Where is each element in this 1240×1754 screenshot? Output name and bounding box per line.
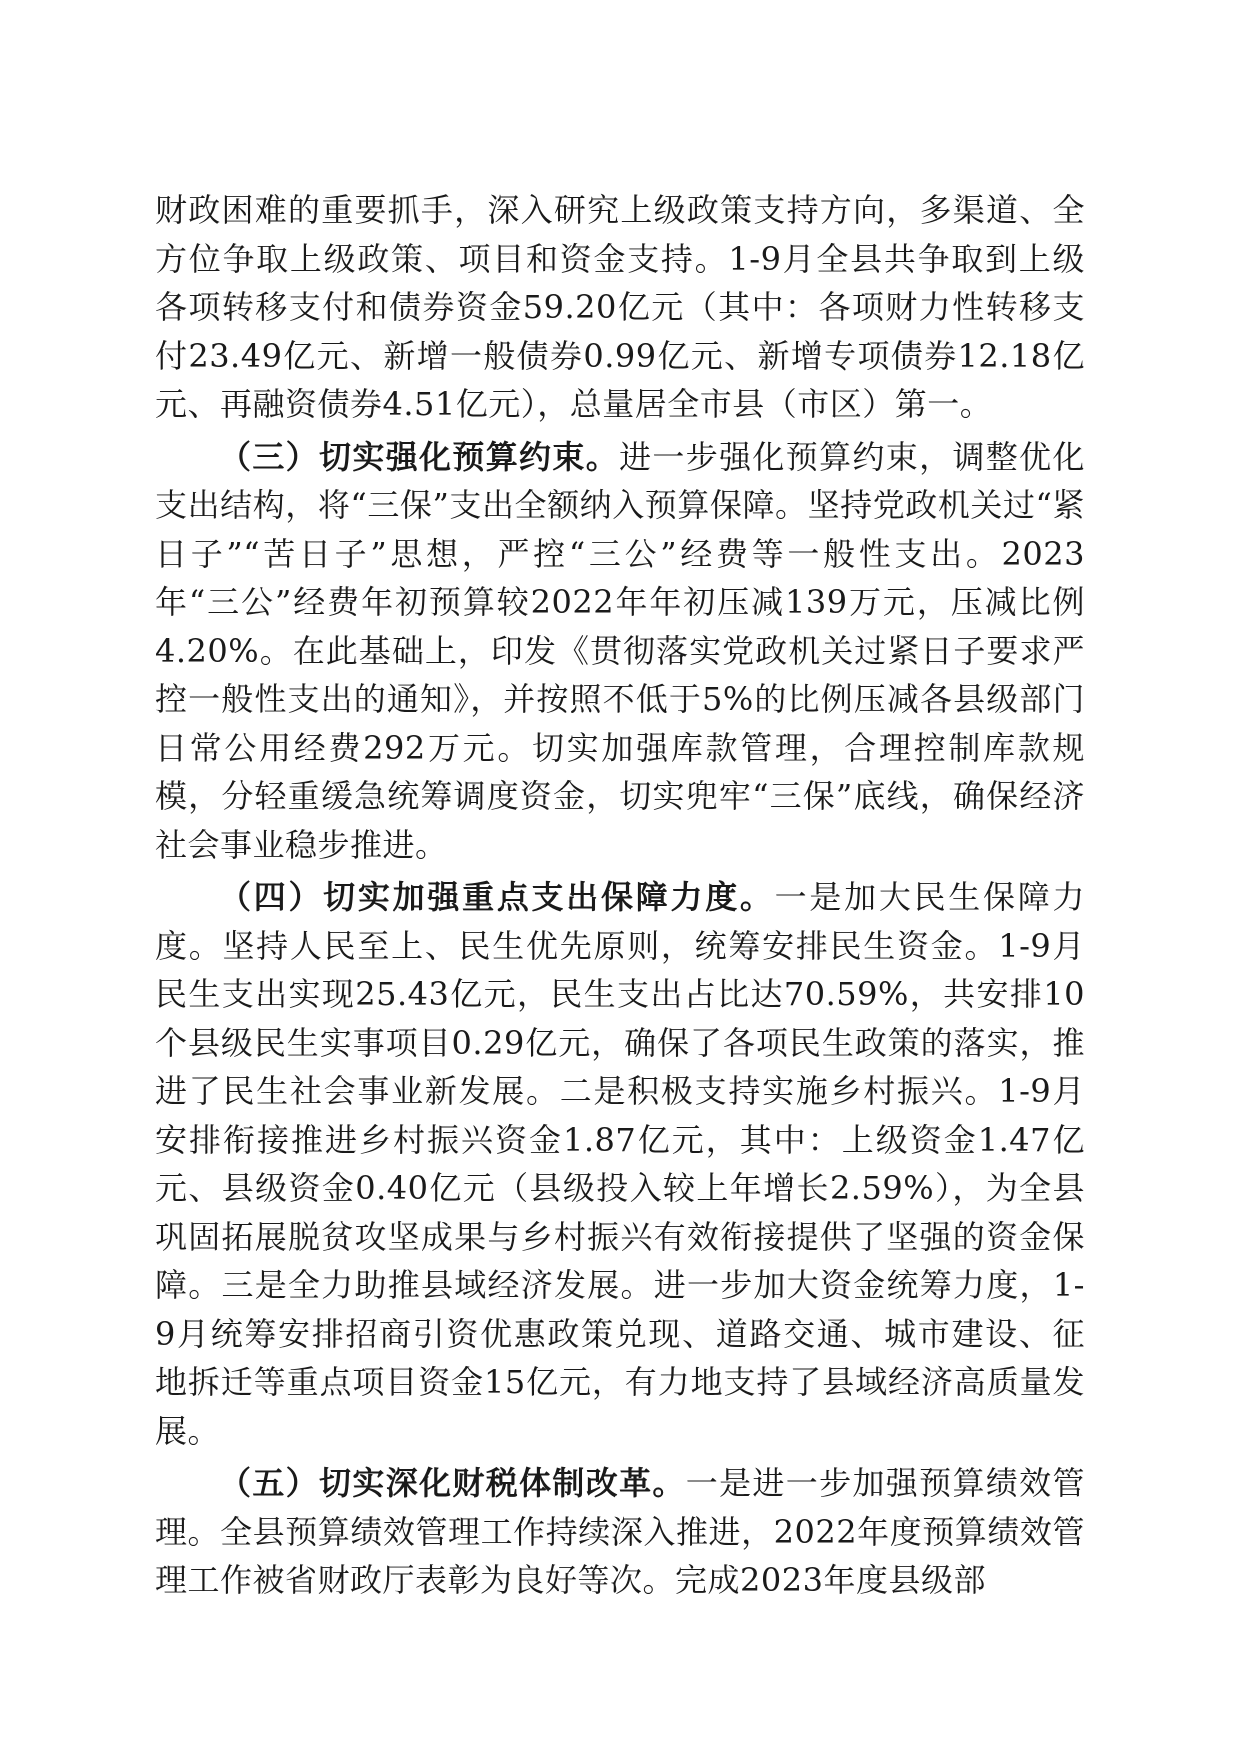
paragraph-section-4 <box>155 873 1085 1455</box>
paragraph-text: 进一步强化预算约束，调整优化支出结构，将“三保”支出全额纳入预算保障。坚持党政机关过“紧日子”“苦日子”思想，严控“三公”经费等一般性支出。2023年“三公”经费年初预算较2022年年初压减139万元，压减比例4.20%。在此基础上，印发《贯彻落实党政机关过紧日子要求严控一般性支出的通知》，并按照不低于5%的比例压减各县级部门日常公用经费292万元。切实加强库款管理，合理控制库款规模，分轻重缓急统筹调度资金，切实兜牢“三保”底线，确保经济社会事业稳步推进。 <box>155 437 1085 864</box>
document-body <box>155 186 1085 1609</box>
paragraph-section-3 <box>155 433 1085 870</box>
paragraph-text: 一是加大民生保障力度。坚持人民至上、民生优先原则，统筹安排民生资金。1-9月民生支出实现25.43亿元，民生支出占比达70.59%，共安排10个县级民生实事项目0.29亿元，确保了各项民生政策的落实，推进了民生社会事业新发展。二是积极支持实施乡村振兴。1-9月安排衔接推进乡村振兴资金1.87亿元，其中：上级资金1.47亿元、县级资金0.40亿元（县级投入较上年增长2.59%），为全县巩固拓展脱贫攻坚成果与乡村振兴有效衔接提供了坚强的资金保障。三是全力助推县域经济发展。进一步加大资金统筹力度，1-9月统筹安排招商引资优惠政策兑现、道路交通、城市建设、征地拆迁等重点项目资金15亿元，有力地支持了县域经济高质量发展。 <box>155 878 1085 1450</box>
paragraph-text: 财政困难的重要抓手，深入研究上级政策支持方向，多渠道、全方位争取上级政策、项目和资金支持。1-9月全县共争取到上级各项转移支付和债券资金59.20亿元（其中：各项财力性转移支付23.49亿元、新增一般债券0.99亿元、新增专项债券12.18亿元、再融资债券4.51亿元），总量居全市县（市区）第一。 <box>155 191 1085 423</box>
section-heading-3: （三）切实强化预算约束。 <box>219 437 620 476</box>
section-heading-4: （四）切实加强重点支出保障力度。 <box>219 878 775 916</box>
section-heading-5: （五）切实深化财税体制改革。 <box>219 1464 686 1502</box>
paragraph-text: 一是进一步加强预算绩效管理。全县预算绩效管理工作持续深入推进，2022年度预算绩效管理工作被省财政厅表彰为良好等次。完成2023年度县级部 <box>155 1464 1085 1599</box>
paragraph-continuation <box>155 186 1085 429</box>
paragraph-section-5 <box>155 1459 1085 1605</box>
